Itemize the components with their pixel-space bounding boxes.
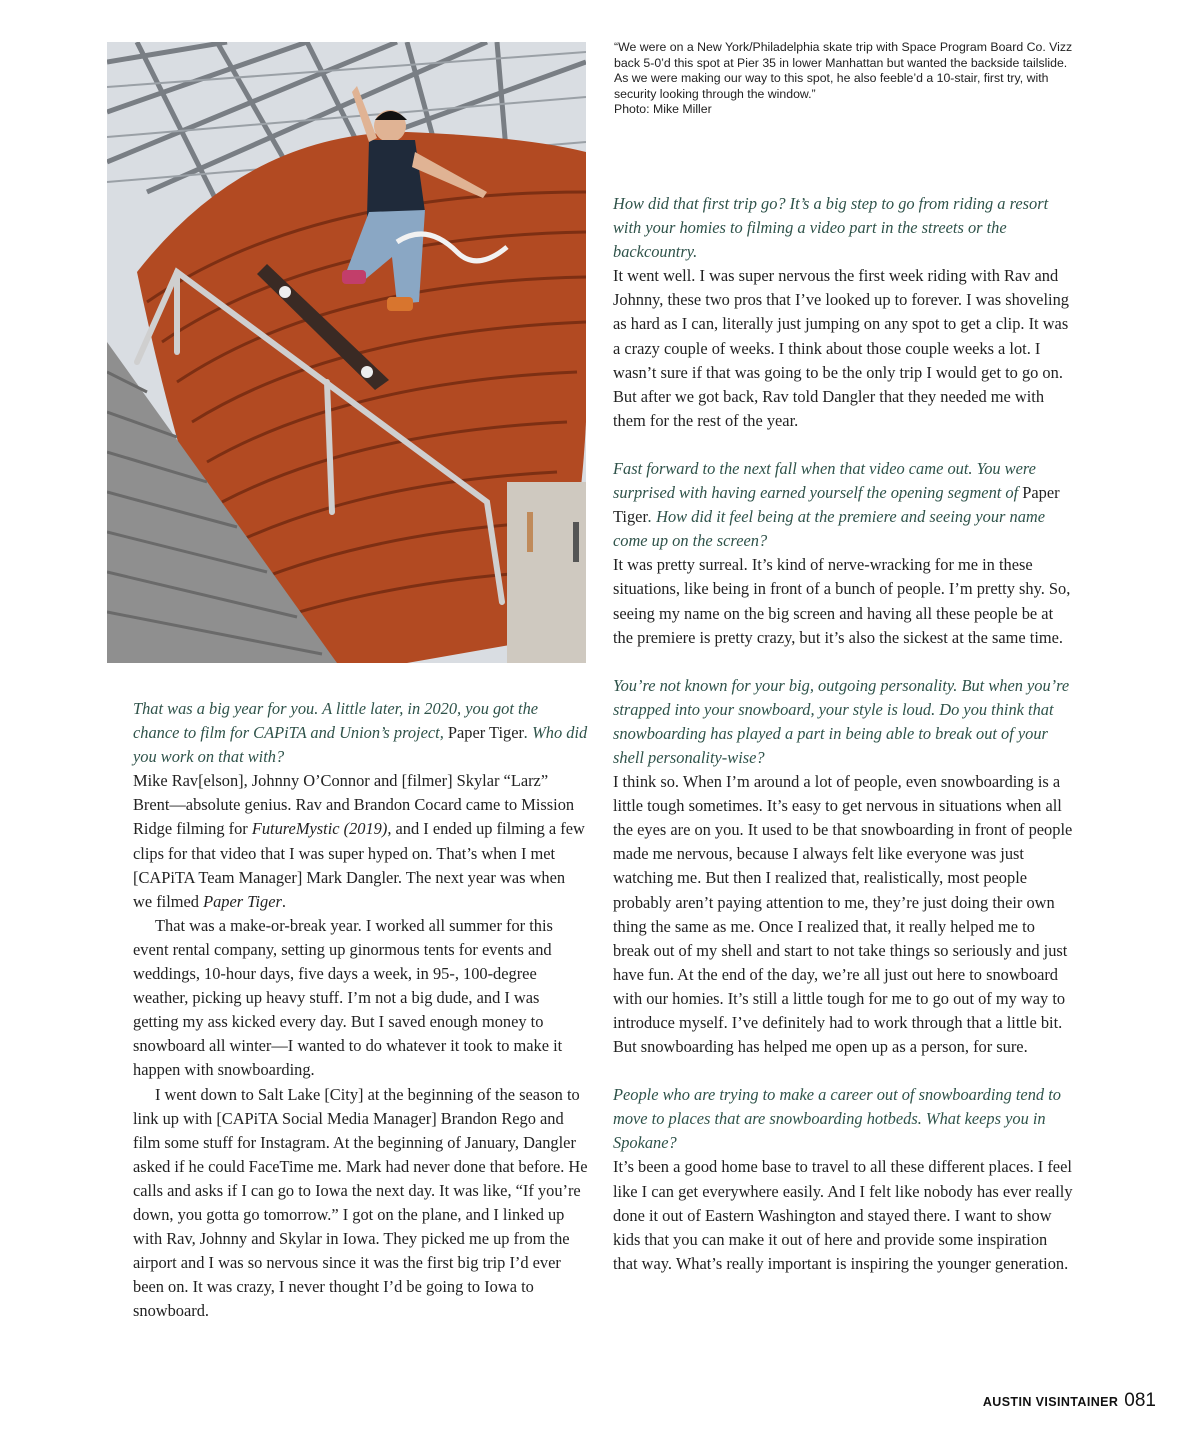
answer-paragraph-1	[133, 769, 588, 914]
question-text-end: . Who did you work on that with?	[133, 723, 588, 767]
answer-text: Mike Rav[elson], Johnny O’Connor and [filmer] Skylar “Larz” Brent—absolute genius. Rav and Brandon Cocard came to Mission Ridge filming for	[133, 771, 575, 839]
right-column	[613, 192, 1073, 1276]
question-text-end: . How did it feel being at the premiere and seeing your name come up on the screen?	[613, 507, 1046, 551]
question-first-trip: How did that first trip go? It’s a big step to go from riding a resort with your homies to filming a video part in the streets or the backcountry.	[613, 194, 1049, 262]
title-futuremystic: FutureMystic (2019),	[251, 819, 392, 839]
left-column	[133, 697, 588, 1323]
spacer	[613, 650, 1073, 674]
title-paper-tiger: Paper Tiger	[203, 891, 282, 911]
question-paper-tiger	[133, 697, 588, 769]
footer-name: AUSTIN VISINTAINER	[982, 1395, 1119, 1409]
spacer	[613, 1059, 1073, 1083]
photo-credit: Photo: Mike Miller	[614, 102, 712, 117]
page-footer	[983, 1390, 1156, 1412]
spacer	[613, 433, 1073, 457]
question-text: That was a big year for you. A little later, in 2020, you got the chance to film for CAPiTA and Union’s project,	[133, 699, 539, 743]
question-text: Fast forward to the next fall when that video came out. You were surprised with having earned yourself the opening segment of	[613, 458, 1036, 503]
title-paper-tiger: Paper Tiger	[447, 723, 524, 743]
photo-caption	[614, 40, 1084, 118]
title-paper-tiger: Paper Tiger	[613, 483, 1060, 527]
page-number: 081	[1124, 1390, 1156, 1411]
answer-spokane: It’s been a good home base to travel to all these different places. I feel like I can get everywhere easily. And I felt like nobody has ever really done it out of Eastern Washington and stayed there. I want to show kids that you can make it out of here and provide some inspiration that way. What’s really important is inspiring the younger generation.	[613, 1157, 1073, 1273]
question-personality: You’re not known for your big, outgoing personality. But when you’re strapped into your snowboard, your style is loud. Do you think that snowboarding has played a part in being able to break out of your shell personality-wise?	[613, 675, 1070, 767]
answer-personality: I think so. When I’m around a lot of people, even snowboarding is a little tough sometimes. It’s easy to get nervous in situations when all the eyes are on you. It used to be that snowboarding in front of people made me nervous, because I always felt like everyone was just watching me. But then I realized that, realistically, most people probably aren’t paying attention to me, they’re just doing their own thing the same as me. Once I realized that, it really helped me to break out of my shell and start to not take things so seriously and just have fun. At the end of the day, we’re all just out here to snowboard with our homies. It’s still a little tough for me to go out of my way to introduce myself. I’ve definitely had to work through that a little bit. But snowboarding has helped me open up as a person, for sure.	[613, 772, 1073, 1057]
answer-paragraph-3: I went down to Salt Lake [City] at the beginning of the season to link up with [CAPiTA Social Media Manager] Brandon Rego and film some stuff for Instagram. At the beginning of January, Dangler asked if he could FaceTime me. Mark had never done that before. He calls and asks if I can go to Iowa the next day. It was like, “If you’re down, you gotta go tomorrow.” I got on the plane, and I linked up with Rav, Johnny and Skylar in Iowa. They picked me up from the airport and I was so nervous since it was the first big trip I’d ever been on. It was crazy, I never thought I’d be going to Iowa to snowboard.	[133, 1084, 588, 1321]
question-spokane: People who are trying to make a career out of snowboarding tend to move to places that are snowboarding hotbeds. What keeps you in Spokane?	[613, 1085, 1061, 1153]
answer-paragraph-2: That was a make-or-break year. I worked all summer for this event rental company, setting up ginormous tents for events and weddings, 10-hour days, five days a week, in 95-, 100-degree weather, picking up heavy stuff. I’m not a big dude, and I was getting my ass kicked every day. But I saved enough money to snowboard all winter—I wanted to do whatever it took to make it happen with snowboarding.	[133, 915, 563, 1080]
photo-illustration	[107, 42, 586, 663]
caption-text: “We were on a New York/Philadelphia skate trip with Space Program Board Co. Vizz back 5-0’d this spot at Pier 35 in lower Manhattan but wanted the backside tailslide. As we were making our way to this spot, he also feeble’d a 10-stair, first try, with security looking through the window.”	[614, 40, 1073, 101]
question-premiere	[613, 457, 1073, 553]
answer-premiere: It was pretty surreal. It’s kind of nerve-wracking for me in these situations, like being in front of a bunch of people. I’m pretty shy. So, seeing my name on the big screen and having all these people be at the premiere is pretty crazy, but it’s also the sickest at the same time.	[613, 555, 1071, 647]
answer-first-trip: It went well. I was super nervous the first week riding with Rav and Johnny, these two pros that I’ve looked up to forever. I was shoveling as hard as I can, literally just jumping on any spot to get a clip. It was a crazy couple of weeks. I think about those couple weeks a lot. I wasn’t sure if that was going to be the only trip I would get to go on. But after we got back, Rav told Dangler that they needed me with them for the rest of the year.	[613, 266, 1069, 430]
answer-text: .	[281, 891, 286, 911]
skateboard-photo	[107, 42, 586, 663]
answer-text: and I ended up filming a few clips for that video that I was super hyped on. That’s when I met [CAPiTA Team Manager] Mark Dangler. The next year was when we filmed	[133, 819, 585, 911]
